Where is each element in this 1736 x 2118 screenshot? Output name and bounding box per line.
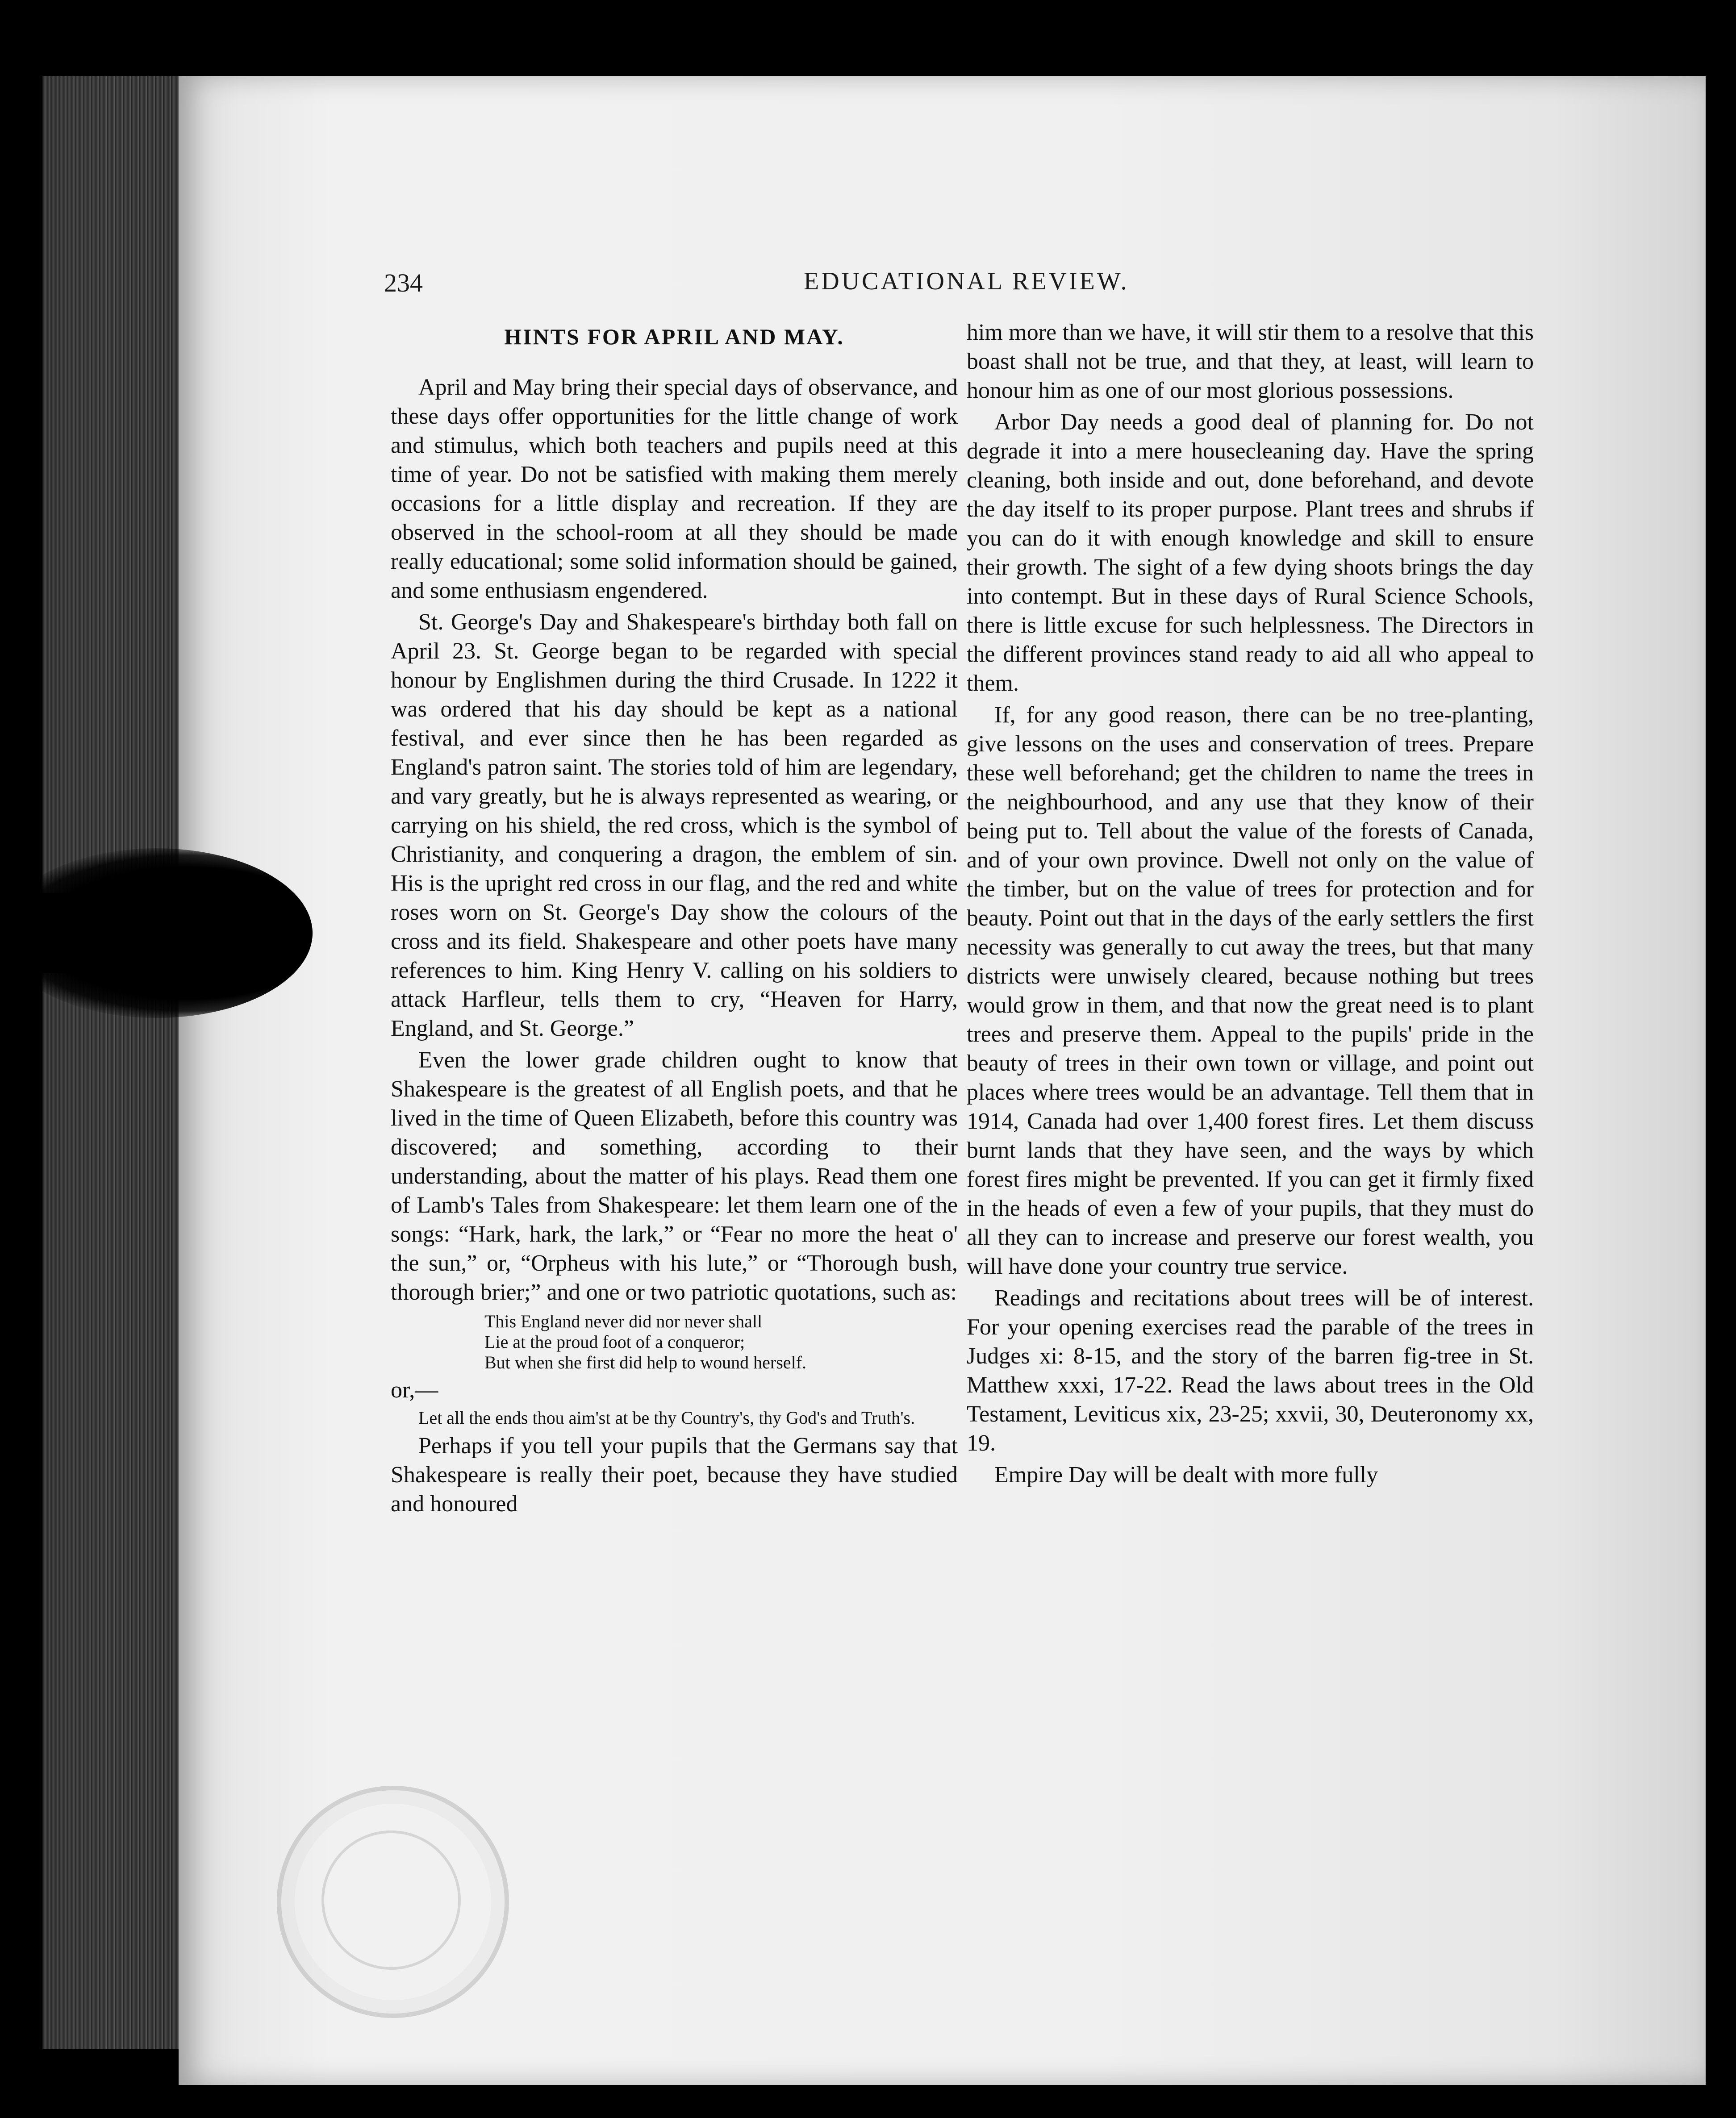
left-column <box>391 318 958 1518</box>
running-head: EDUCATIONAL REVIEW. <box>804 267 1129 295</box>
verse-line: This England never did nor never shall <box>484 1311 763 1331</box>
article-heading: HINTS FOR APRIL AND MAY. <box>504 324 844 349</box>
paragraph: April and May bring their special days of observance, and these days offer opportunities for the little change of work and stimulus, which both teachers and pupils need at this time of year. Do not be satisfied with making them merely occasions for a little display and recreation. If they are observed in the school-room at all they should be made really educational; some solid information should be gained, and some enthusiasm engendered. <box>391 375 958 603</box>
small-quotation: Let all the ends thou aim'st at be thy Country's, thy God's and Truth's. <box>418 1408 915 1428</box>
paragraph: Perhaps if you tell your pupils that the Germans say that Shakespeare is really their poet, because they have studied and honoured <box>391 1433 958 1517</box>
right-column <box>967 318 1534 1489</box>
paragraph: Empire Day will be dealt with more fully <box>994 1462 1378 1488</box>
library-stamp <box>277 1786 509 2018</box>
page-edges <box>42 76 190 2049</box>
clip-tab <box>0 893 313 973</box>
paragraph-continued: him more than we have, it will stir them to a resolve that this boast shall not be true, and that they, at least, will learn to honour him as one of our most glorious possessions. <box>967 320 1534 403</box>
or-connector: or,— <box>391 1377 438 1403</box>
verse-line: Lie at the proud foot of a conqueror; <box>484 1332 745 1352</box>
library-stamp-inner <box>321 1830 461 1970</box>
paragraph: Even the lower grade children ought to know that Shakespeare is the greatest of all English poets, and that he lived in the time of Queen Elizabeth, before this country was discovered; and something, according to their understanding, about the matter of his plays. Read them one of Lamb's Tales from Shakespeare: let them learn one of the songs: “Hark, hark, the lark,” or “Fear no more the heat o' the sun,” or, “Orpheus with his lute,” or “Thorough bush, thorough brier;” and one or two patriotic quotations, such as: <box>391 1047 958 1305</box>
verse-line: But when she first did help to wound herself. <box>484 1352 806 1372</box>
page-number: 234 <box>384 268 423 297</box>
paragraph: Arbor Day needs a good deal of planning for. Do not degrade it into a mere housecleaning day. Have the spring cleaning, both inside and out, done beforehand, and devote the day itself to its proper purpose. Plant trees and shrubs if you can do it with enough knowledge and skill to ensure their growth. The sight of a few dying shoots brings the day into contempt. But in these days of Rural Science Schools, there is little excuse for such helplessness. The Directors in the different provinces stand ready to aid all who appeal to them. <box>967 409 1534 696</box>
paragraph: St. George's Day and Shakespeare's birthday both fall on April 23. St. George began to be regarded with special honour by Englishmen during the third Crusade. In 1222 it was ordered that his day should be kept as a national festival, and ever since then he has been regarded as England's patron saint. The stories told of him are legendary, and vary greatly, but he is always represented as wearing, or carrying on his shield, the red cross, which is the symbol of Christianity, and conquering a dragon, the emblem of sin. His is the upright red cross in our flag, and the red and white roses worn on St. George's Day show the colours of the cross and its field. Shakespeare and other poets have many references to him. King Henry V. calling on his soldiers to attack Harfleur, tells them to cry, “Heaven for Harry, England, and St. George.” <box>391 609 958 1041</box>
paragraph: If, for any good reason, there can be no tree-planting, give lessons on the uses and conservation of trees. Prepare these well beforehand; get the children to name the trees in the neighbourhood, and any use that they know of their being put to. Tell about the value of the forests of Canada, and of your own province. Dwell not only on the value of the timber, but on the value of trees for protection and for beauty. Point out that in the days of the early settlers the first necessity was generally to cut away the trees, but that many districts were unwisely cleared, because nothing but trees would grow in them, and that now the great need is to plant trees and preserve them. Appeal to the pupils' pride in the beauty of trees in their own town or village, and point out places where trees would be an advantage. Tell them that in 1914, Canada had over 1,400 forest fires. Let them discuss burnt lands that they have seen, and the ways by which forest fires might be prevented. If you can get it firmly fixed in the heads of even a few of your pupils, that they must do all they can to increase and preserve our forest wealth, you will have done your country true service. <box>967 702 1534 1279</box>
verse-quotation <box>484 1311 958 1373</box>
paragraph: Readings and recitations about trees will be of interest. For your opening exercises read the parable of the trees in Judges xi: 8-15, and the story of the barren fig-tree in St. Matthew xxxi, 17-22. Read the laws about trees in the Old Testament, Leviticus xix, 23-25; xxvii, 30, Deuteronomy xx, 19. <box>967 1285 1534 1456</box>
